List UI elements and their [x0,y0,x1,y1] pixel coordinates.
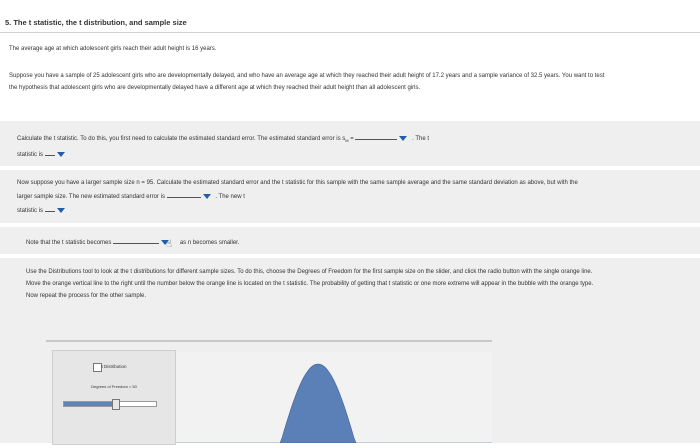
t-distribution-curve-svg [176,352,492,443]
t-statistic-dropdown-icon[interactable] [57,152,65,157]
step1-text-c: statistic is [17,152,44,159]
step2-text [17,177,592,217]
t-distribution-plot[interactable] [176,352,492,443]
standard-error-answer-blank[interactable] [355,131,397,140]
tool-title: t Distribution [101,364,127,369]
step3-text-b: as n becomes smaller. [179,240,240,246]
step4-instructions: Use the Distributions tool to look at the t distributions for different sample sizes. To do this, choose the Degrees of Freedom for the first sample size on the slider, and click the radio button with the single orange line. Move the orange vertical line to the right until the number below the orange line is located on the t statistic. The probability of getting that t statistic or one more extreme will appear in the bubble with the orange type. Now repeat the process for the other sample. [26,269,594,299]
step3-text-a: Note that the t statistic becomes [26,240,112,246]
degrees-of-freedom-slider[interactable] [63,401,157,407]
t-statistic-question [0,121,700,166]
step1-text-b: . The t [412,136,430,142]
step2-text-c: statistic is [17,208,44,214]
t-statistic-trend-question [0,227,700,254]
step3-text [26,235,666,249]
slider-fill [64,402,115,406]
pointer-cursor-icon: ☝ [166,239,173,250]
slider-handle[interactable] [112,399,120,410]
step1-text [17,131,657,161]
intro-text: The average age at which adolescent girls reach their adult height is 16 years. [9,46,217,52]
step2-text-b: . The new t [215,194,245,200]
problem-statement: Suppose you have a sample of 25 adolescent girls who are developmentally delayed, and who have an average age at which they reached their adult height of 17.2 years and a sample variance of 32.5 years. You want to test the hypothesis that adolescent girls who are developmentally delayed have a different age at which they reached their adult height than all adolescent girls. [9,73,605,91]
distribution-controls-panel [52,350,176,445]
step1-equals: = [348,136,354,142]
problem-title: 5. The t statistic, the t distribution, and sample size [5,18,187,27]
trend-answer-blank[interactable] [113,235,159,244]
tool-divider [46,340,492,342]
degrees-of-freedom-label: Degrees of Freedom = 50 [91,384,137,389]
standard-error-dropdown-icon[interactable] [399,136,407,141]
new-t-statistic-dropdown-icon[interactable] [57,208,65,213]
step2-text-a: Now suppose you have a larger sample size n = 95. Calculate the estimated standard error and the t statistic for this sample with the same sample average and the same standard deviation as above, but with the larger sample size. The new estimated standard error is [17,180,578,200]
new-t-statistic-answer-blank[interactable] [45,203,55,212]
larger-sample-question [0,170,700,223]
new-standard-error-dropdown-icon[interactable] [203,194,211,199]
title-divider [0,32,700,33]
step1-subscript: M [345,138,349,144]
t-distribution-curve [176,364,492,443]
step1-text-a: Calculate the t statistic. To do this, you first need to calculate the estimated standard error. The estimated standard error is s [17,136,346,142]
t-statistic-answer-blank[interactable] [45,147,55,156]
new-standard-error-answer-blank[interactable] [167,189,201,198]
